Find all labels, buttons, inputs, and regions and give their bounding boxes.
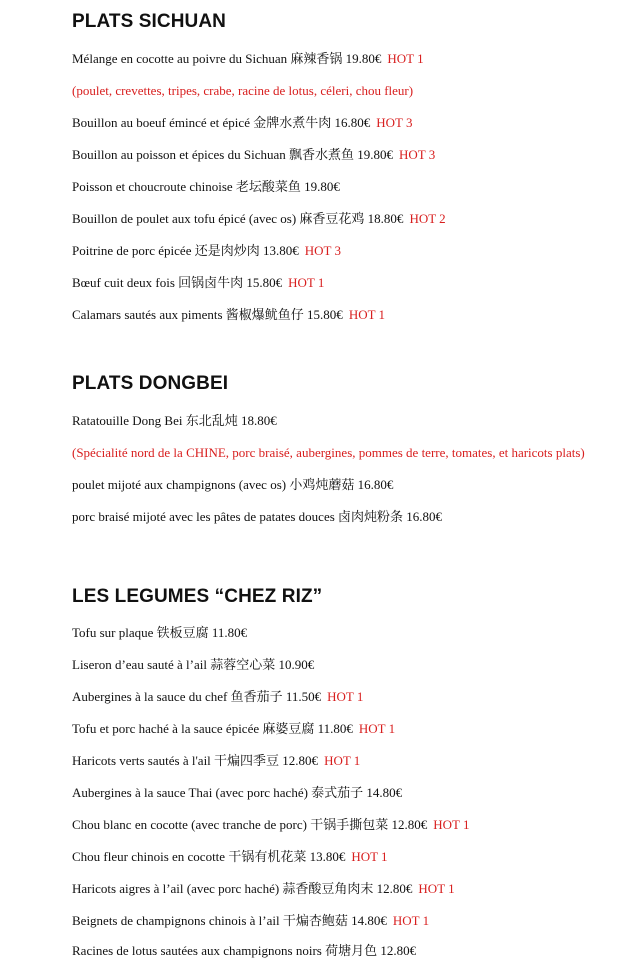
menu-item-text: Tofu et porc haché à la sauce épicée 麻婆豆腐 11.80€	[72, 721, 353, 736]
menu-item-text: Haricots aigres à l’ail (avec porc haché) 蒜香酸豆角肉末 12.80€	[72, 881, 413, 896]
section-title-plats-dongbei: PLATS DONGBEI	[72, 373, 229, 394]
hot-level: HOT 1	[327, 689, 364, 704]
hot-level: HOT 2	[409, 211, 446, 226]
menu-item-text: Aubergines à la sauce Thai (avec porc haché) 泰式茄子 14.80€	[72, 785, 403, 800]
menu-item-note: (Spécialité nord de la CHINE, porc braisé, aubergines, pommes de terre, tomates, et haricots plats)	[72, 445, 585, 460]
menu-item	[72, 307, 385, 323]
menu-item-note: (poulet, crevettes, tripes, crabe, racine de lotus, céleri, chou fleur)	[72, 83, 414, 98]
menu-item	[72, 913, 429, 929]
section-title-plats-sichuan: PLATS SICHUAN	[72, 11, 227, 32]
hot-level: HOT 1	[324, 753, 361, 768]
menu-item	[72, 753, 360, 769]
menu-item-text: Bouillon de poulet aux tofu épicé (avec os) 麻香豆花鸡 18.80€	[72, 211, 404, 226]
menu-item-text: Bouillon au poisson et épices du Sichuan 飘香水煮鱼 19.80€	[72, 147, 394, 162]
menu-item-text: poulet mijoté aux champignons (avec os) 小鸡炖蘑菇 16.80€	[72, 477, 394, 492]
menu-item-text: Chou fleur chinois en cocotte 干锅有机花菜 13.80€	[72, 849, 346, 864]
menu-item-text: Ratatouille Dong Bei 东北乱炖 18.80€	[72, 413, 277, 428]
menu-item-text: Calamars sautés aux piments 酱椒爆鱿鱼仔 15.80€	[72, 307, 343, 322]
menu-item-text: Tofu sur plaque 铁板豆腐 11.80€	[72, 625, 248, 640]
menu-item-text: Haricots verts sautés à l'ail 干煸四季豆 12.80€	[72, 753, 319, 768]
menu-item	[72, 179, 340, 195]
hot-level: HOT 1	[358, 721, 396, 736]
menu-item-text: porc braisé mijoté avec les pâtes de patates douces 卤肉炖粉条 16.80€	[72, 509, 443, 524]
menu-item-text: Mélange en cocotte au poivre du Sichuan 麻辣香锅 19.80€	[72, 51, 382, 66]
hot-level: HOT 3	[399, 147, 436, 162]
menu-item	[72, 689, 363, 705]
menu-item-text: Liseron d’eau sauté à l’ail 蒜蓉空心菜 10.90€	[72, 657, 315, 672]
menu-item-text: Racines de lotus sautées aux champignons noirs 荷塘月色 12.80€	[72, 943, 417, 958]
menu-item-text: Beignets de champignons chinois à l’ail 干煸杏鲍菇 14.80€	[72, 913, 387, 928]
menu-item-text: Bouillon au boeuf émincé et épicé 金牌水煮牛肉 16.80€	[72, 115, 371, 130]
menu-item	[72, 625, 247, 641]
menu-item	[72, 657, 314, 673]
menu-item	[72, 413, 277, 429]
hot-level: HOT 1	[392, 913, 430, 928]
menu-item-text: Aubergines à la sauce du chef 鱼香茄子 11.50€	[72, 689, 322, 704]
menu-item	[72, 275, 324, 291]
hot-level: HOT 1	[387, 51, 424, 66]
menu-item	[72, 211, 446, 227]
menu-item	[72, 115, 412, 131]
hot-level: HOT 1	[288, 275, 325, 290]
menu-item	[72, 817, 469, 833]
section-title-les-legumes: LES LEGUMES “CHEZ RIZ”	[72, 586, 323, 607]
hot-level: HOT 1	[418, 881, 455, 896]
menu-item	[72, 721, 395, 737]
menu-item	[72, 477, 393, 493]
menu-item	[72, 147, 435, 163]
menu-item	[72, 785, 402, 801]
hot-level: HOT 3	[376, 115, 413, 130]
menu-item-text: Poisson et choucroute chinoise 老坛酸菜鱼 19.80€	[72, 179, 340, 194]
menu-item	[72, 243, 341, 259]
hot-level: HOT 3	[304, 243, 341, 258]
menu-item	[72, 881, 455, 897]
menu-item-text: Poitrine de porc épicée 还是肉炒肉 13.80€	[72, 243, 299, 258]
menu-item	[72, 509, 442, 525]
hot-level: HOT 1	[348, 307, 386, 322]
menu-item-text: Bœuf cuit deux fois 回锅卤牛肉 15.80€	[72, 275, 283, 290]
menu-item-text: Chou blanc en cocotte (avec tranche de porc) 干锅手撕包菜 12.80€	[72, 817, 428, 832]
hot-level: HOT 1	[351, 849, 388, 864]
menu-item	[72, 849, 388, 865]
menu-item	[72, 943, 416, 959]
menu-item	[72, 51, 424, 67]
hot-level: HOT 1	[433, 817, 470, 832]
